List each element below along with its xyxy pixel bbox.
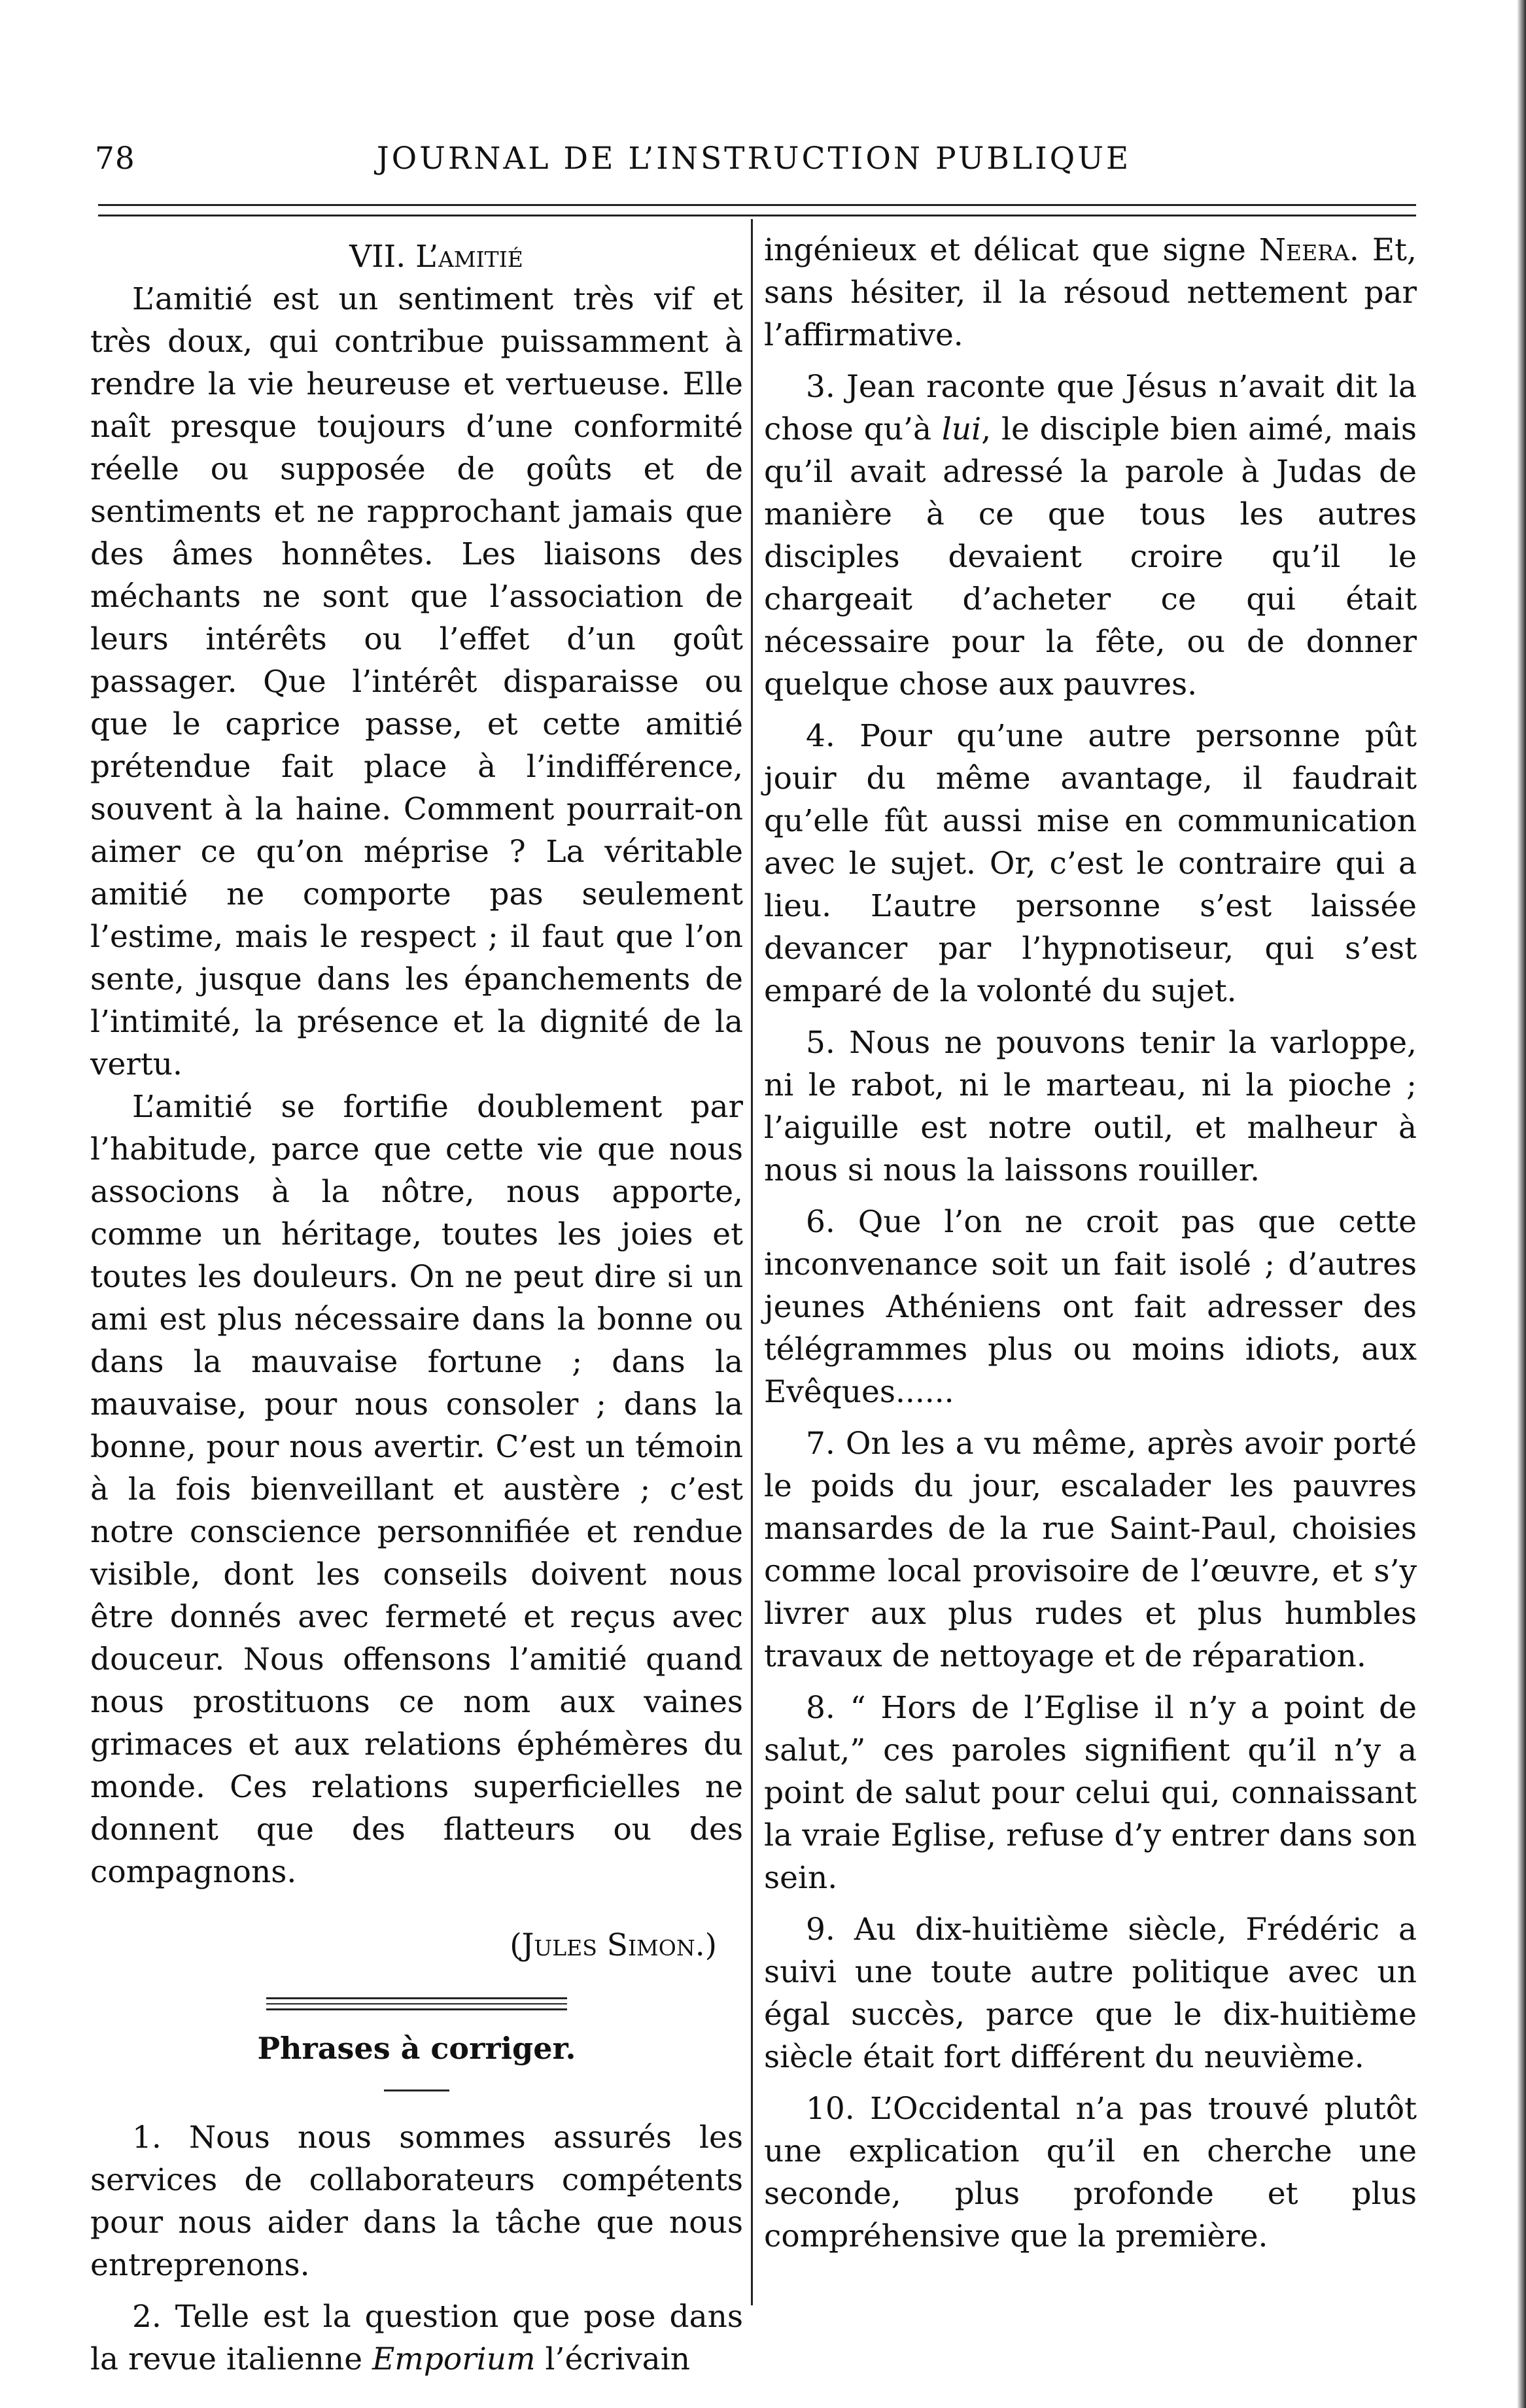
column-divider <box>751 219 753 2305</box>
phrase-item-2-continued <box>764 229 1417 356</box>
heading-short-rule <box>384 2090 449 2091</box>
phrase-item-2-text-a: 2. Telle est la question que pose dans la revue italienne <box>90 2299 743 2377</box>
essay-number: VII. <box>349 239 406 275</box>
header-rule-top <box>98 204 1416 206</box>
scan-binding-edge <box>1517 0 1526 2408</box>
phrase-item-2-author: Neera <box>1258 232 1349 268</box>
phrase-item-3 <box>764 366 1417 706</box>
essay-paragraph-1: L’amitié est un sentiment très vif et très doux, qui contribue puissamment à rendre la vie heureuse et vertueuse. Elle naît presque toujours d’une conformité réelle ou supposée de goûts et de sentiments et ne rapprochant jamais que des âmes honnêtes. Les liaisons des méchants ne sont que l’association de leurs intérêts ou l’effet d’un goût passager. Que l’intérêt disparaisse ou que le caprice passe, et cette amitié prétendue fait place à l’indifférence, souvent à la haine. Comment pourrait-on aimer ce qu’on méprise ? La véritable amitié ne comporte pas seulement l’estime, mais le respect ; il faut que l’on sente, jusque dans les épanchements de l’intimité, la présence et la dignité de la vertu. <box>90 281 743 1082</box>
right-column <box>764 229 1417 2267</box>
essay-paragraph-2: L’amitié se fortifie doublement par l’habitude, parce que cette vie que nous associons à la nôtre, nous apporte, comme un héritage, toutes les joies et toutes les douleurs. On ne peut dire si un ami est plus nécessaire dans la bonne ou dans la mauvaise fortune ; dans la mauvaise, pour nous consoler ; dans la bonne, pour nous avertir. C’est un témoin à la fois bienveillant et austère ; c’est notre conscience personnifiée et rendue visible, dont les conseils doivent nous être donnés avec fermeté et reçus avec douceur. Nous offensons l’amitié quand nous prostituons ce nom aux vaines grimaces et aux relations éphémères du monde. Ces relations superficielles ne donnent que des flatteurs ou des compagnons. <box>90 1089 743 1890</box>
phrase-item-8: 8. “ Hors de l’Eglise il n’y a point de salut,” ces paroles signifient qu’il n’y a point de salut pour celui qui, connaissant la vraie Eglise, refuse d’y entrer dans son sein. <box>764 1690 1417 1896</box>
phrase-item-2-text-b: l’écrivain <box>535 2341 691 2377</box>
phrase-item-3-text-b: , le disciple bien aimé, mais qu’il avait adressé la parole à Judas de manière à ce que tous les autres disciples devaient croire qu’il le chargeait d’acheter ce qui était nécessaire pour la fête, ou de donner quelque chose aux pauvres. <box>764 411 1417 702</box>
author-name: (Jules Simon.) <box>510 1927 717 1963</box>
phrase-item-3-emphasis: lui <box>941 411 982 447</box>
phrases-heading: Phrases à corriger. <box>257 2031 576 2066</box>
page-header <box>88 128 1419 186</box>
phrase-item-10: 10. L’Occidental n’a pas trouvé plutôt une explication qu’il en cherche une seconde, plus profonde et plus compréhensive que la première. <box>764 2091 1417 2254</box>
header-rule-bottom <box>98 215 1416 216</box>
phrase-item-2 <box>90 2296 743 2381</box>
phrase-item-2-cont-b: . Et, sans hésiter, il la résoud nettement par l’affirmative. <box>764 232 1417 353</box>
essay-title-text: L’amitié <box>415 239 523 275</box>
essay-author <box>90 1924 743 1967</box>
phrase-item-2-magazine: Emporium <box>372 2341 536 2377</box>
phrase-item-6: 6. Que l’on ne croit pas que cette inconvenance soit un fait isolé ; d’autres jeunes Athéniens ont fait adresser des télégrammes plus ou moins idiots, aux Evêques...... <box>764 1204 1417 1410</box>
phrase-item-5: 5. Nous ne pouvons tenir la varloppe, ni le rabot, ni le marteau, ni la pioche ; l’aiguille est notre outil, et malheur à nous si nous la laissons rouiller. <box>764 1025 1417 1188</box>
phrase-item-3-text-a: 3. Jean raconte que Jésus n’avait dit la chose qu’à <box>764 369 1417 447</box>
running-title: JOURNAL DE L’INSTRUCTION PUBLIQUE <box>376 141 1132 177</box>
phrase-item-9: 9. Au dix-huitième siècle, Frédéric a suivi une toute autre politique avec un égal succès, parce que le dix-huitième siècle était fort différent du neuvième. <box>764 1912 1417 2075</box>
phrase-item-1: 1. Nous nous sommes assurés les services de collaborateurs compétents pour nous aider dans la tâche que nous entreprenons. <box>90 2120 743 2283</box>
phrase-item-7: 7. On les a vu même, après avoir porté le poids du jour, escalader les pauvres mansardes de la rue Saint-Paul, choisies comme local provisoire de l’œuvre, et s’y livrer aux plus rudes et plus humbles travaux de nettoyage et de réparation. <box>764 1426 1417 1674</box>
page-number: 78 <box>95 141 135 177</box>
phrase-item-4: 4. Pour qu’une autre personne pût jouir du même avantage, il faudrait qu’elle fût aussi mise en communication avec le sujet. Or, c’est le contraire qui a lieu. L’autre personne s’est laissée devancer par l’hypnotiseur, qui s’est emparé de la volonté du sujet. <box>764 718 1417 1009</box>
essay-title <box>90 235 743 278</box>
phrase-item-2-cont-a: ingénieux et délicat que signe <box>764 232 1259 268</box>
section-divider-ornament <box>266 1997 567 2010</box>
left-column <box>90 229 743 2390</box>
